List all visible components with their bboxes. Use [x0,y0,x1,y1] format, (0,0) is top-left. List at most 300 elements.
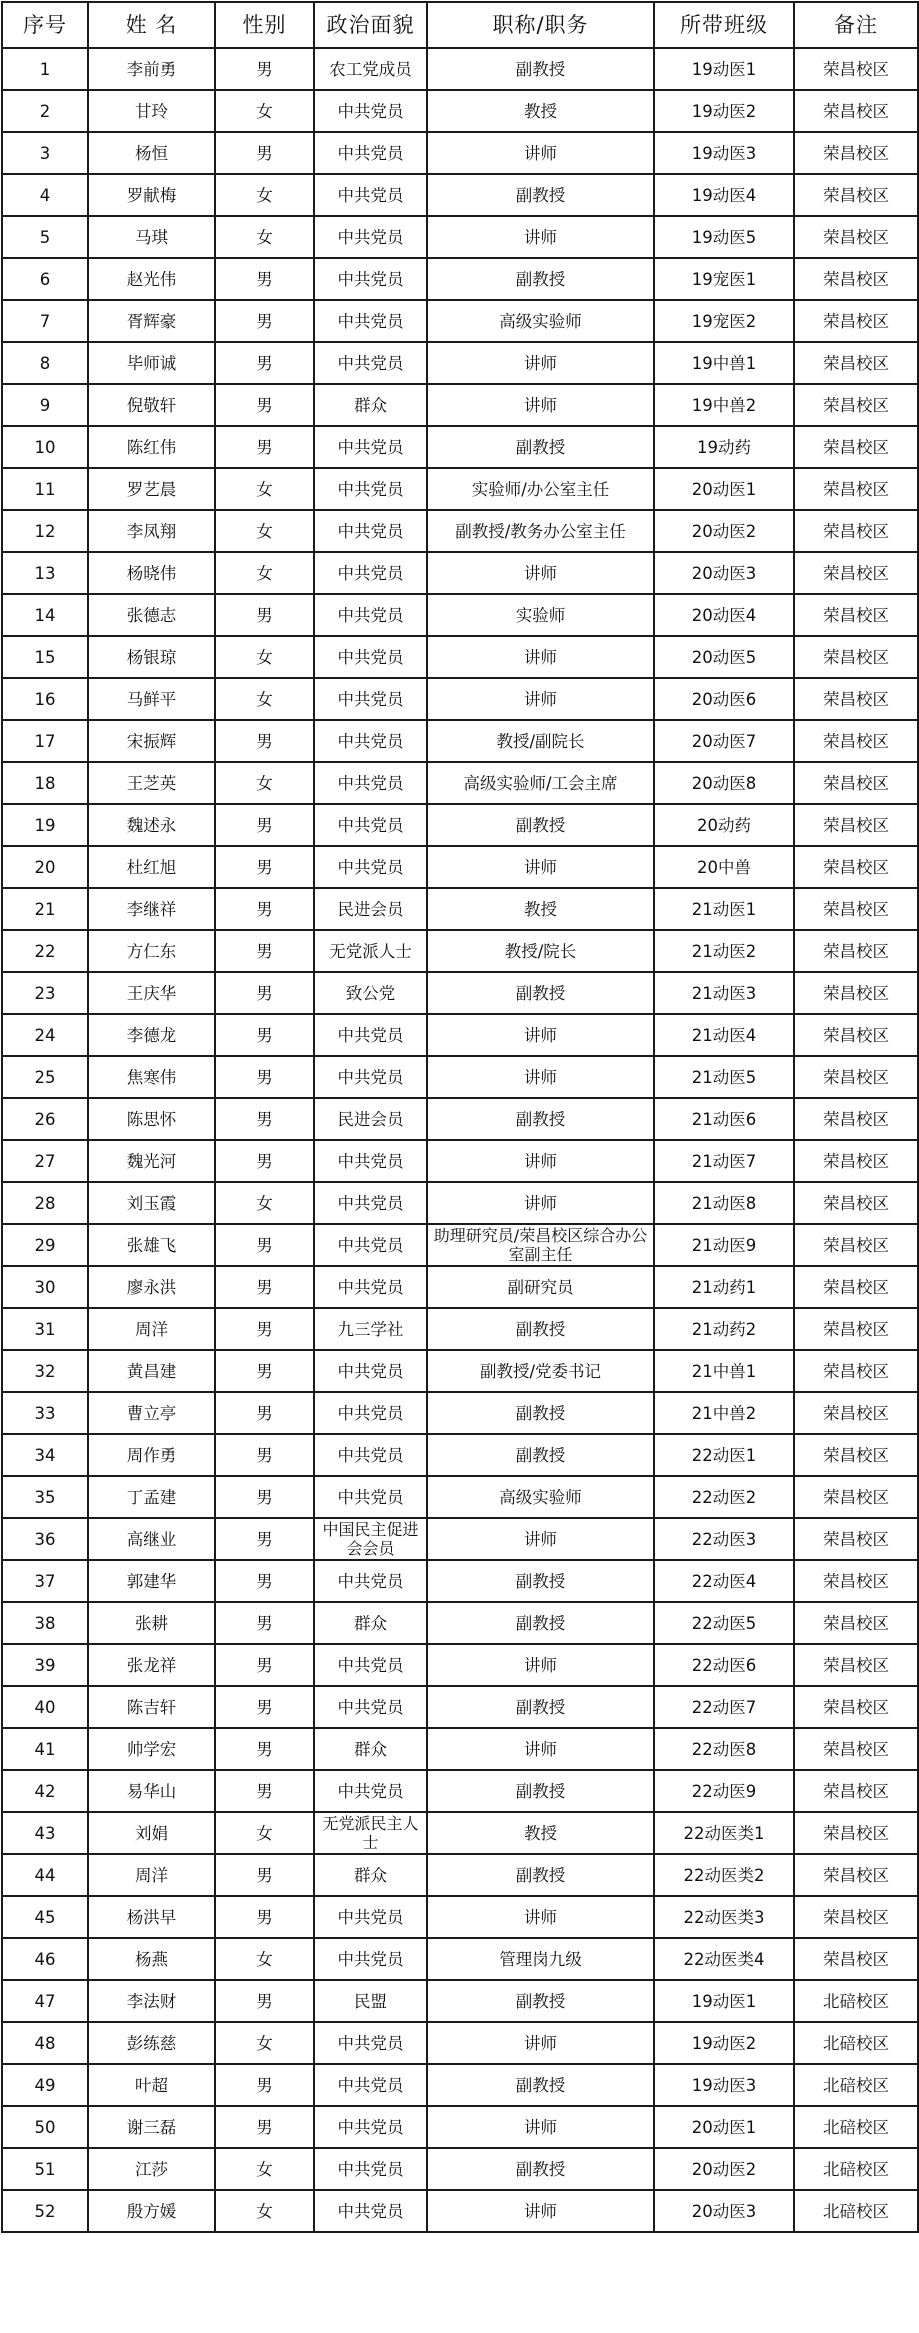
cell-political: 中共党员 [314,2106,427,2148]
cell-no: 27 [2,1140,88,1182]
table-row [2,90,918,132]
table-row [2,552,918,594]
table-row [2,342,918,384]
table-row [2,594,918,636]
cell-note: 荣昌校区 [794,48,918,90]
cell-title: 讲师 [427,1182,654,1224]
cell-sex: 男 [215,384,314,426]
cell-sex: 男 [215,300,314,342]
cell-title: 副教授 [427,1392,654,1434]
table-row [2,1938,918,1980]
cell-class: 22动医类3 [654,1896,794,1938]
cell-name: 帅学宏 [88,1728,215,1770]
header-class: 所带班级 [654,2,794,48]
table-row [2,636,918,678]
cell-sex: 女 [215,174,314,216]
cell-title: 高级实验师 [427,1476,654,1518]
table-row [2,1686,918,1728]
cell-sex: 男 [215,1560,314,1602]
cell-note: 荣昌校区 [794,132,918,174]
cell-note: 荣昌校区 [794,1686,918,1728]
cell-title: 讲师 [427,216,654,258]
cell-political: 中共党员 [314,1350,427,1392]
cell-note: 荣昌校区 [794,1266,918,1308]
cell-no: 13 [2,552,88,594]
cell-political: 中共党员 [314,2022,427,2064]
cell-sex: 女 [215,2022,314,2064]
cell-sex: 男 [215,1728,314,1770]
table-row [2,2064,918,2106]
cell-no: 41 [2,1728,88,1770]
cell-no: 40 [2,1686,88,1728]
cell-political: 中共党员 [314,300,427,342]
cell-sex: 男 [215,930,314,972]
cell-class: 21动医4 [654,1014,794,1056]
cell-political: 中共党员 [314,1560,427,1602]
cell-name: 王庆华 [88,972,215,1014]
cell-class: 19中兽2 [654,384,794,426]
cell-sex: 男 [215,972,314,1014]
cell-political: 中共党员 [314,678,427,720]
table-row [2,258,918,300]
cell-no: 45 [2,1896,88,1938]
table-row [2,1476,918,1518]
cell-title: 实验师 [427,594,654,636]
cell-no: 34 [2,1434,88,1476]
table-row [2,510,918,552]
cell-title: 副教授 [427,1980,654,2022]
cell-sex: 男 [215,804,314,846]
cell-political: 中共党员 [314,1266,427,1308]
cell-sex: 女 [215,2148,314,2190]
cell-name: 张龙祥 [88,1644,215,1686]
cell-sex: 女 [215,216,314,258]
cell-note: 荣昌校区 [794,1392,918,1434]
cell-sex: 男 [215,1434,314,1476]
table-row [2,888,918,930]
cell-political: 中共党员 [314,846,427,888]
cell-sex: 男 [215,1266,314,1308]
cell-name: 马琪 [88,216,215,258]
cell-note: 荣昌校区 [794,804,918,846]
cell-class: 19动药 [654,426,794,468]
cell-title: 管理岗九级 [427,1938,654,1980]
cell-name: 胥辉豪 [88,300,215,342]
cell-title: 讲师 [427,342,654,384]
cell-name: 罗艺晨 [88,468,215,510]
cell-no: 8 [2,342,88,384]
cell-note: 荣昌校区 [794,762,918,804]
cell-note: 荣昌校区 [794,1182,918,1224]
cell-note: 北碚校区 [794,2106,918,2148]
cell-no: 11 [2,468,88,510]
cell-name: 殷方媛 [88,2190,215,2232]
cell-sex: 男 [215,1014,314,1056]
cell-title: 讲师 [427,1140,654,1182]
cell-political: 中共党员 [314,804,427,846]
cell-political: 中共党员 [314,1476,427,1518]
cell-political: 群众 [314,1602,427,1644]
cell-note: 荣昌校区 [794,1140,918,1182]
cell-no: 42 [2,1770,88,1812]
table-row [2,384,918,426]
cell-no: 26 [2,1098,88,1140]
cell-political: 中共党员 [314,132,427,174]
cell-title: 副研究员 [427,1266,654,1308]
cell-sex: 男 [215,1140,314,1182]
cell-sex: 男 [215,720,314,762]
cell-political: 中共党员 [314,636,427,678]
table-row [2,1602,918,1644]
cell-title: 教授/副院长 [427,720,654,762]
cell-no: 29 [2,1224,88,1266]
cell-sex: 男 [215,1602,314,1644]
table-row [2,1518,918,1560]
header-political: 政治面貌 [314,2,427,48]
cell-name: 彭练慈 [88,2022,215,2064]
cell-class: 22动医类1 [654,1812,794,1854]
table-row [2,1224,918,1266]
table-row [2,846,918,888]
cell-sex: 女 [215,636,314,678]
header-title: 职称/职务 [427,2,654,48]
cell-political: 中共党员 [314,510,427,552]
cell-name: 方仁东 [88,930,215,972]
cell-title: 副教授 [427,1434,654,1476]
cell-title: 副教授 [427,426,654,468]
cell-no: 14 [2,594,88,636]
cell-title: 副教授/教务办公室主任 [427,510,654,552]
cell-sex: 男 [215,1644,314,1686]
table-row [2,1434,918,1476]
cell-title: 高级实验师/工会主席 [427,762,654,804]
cell-political: 中共党员 [314,258,427,300]
cell-political: 群众 [314,1728,427,1770]
cell-note: 荣昌校区 [794,552,918,594]
cell-sex: 男 [215,132,314,174]
table-row [2,1770,918,1812]
cell-class: 19中兽1 [654,342,794,384]
cell-no: 21 [2,888,88,930]
cell-class: 22动医3 [654,1518,794,1560]
cell-sex: 男 [215,48,314,90]
cell-name: 杨银琼 [88,636,215,678]
cell-political: 无党派民主人士 [314,1812,427,1854]
cell-title: 副教授/党委书记 [427,1350,654,1392]
table-row [2,804,918,846]
cell-title: 讲师 [427,552,654,594]
cell-name: 陈思怀 [88,1098,215,1140]
cell-class: 20动医6 [654,678,794,720]
cell-title: 副教授 [427,2148,654,2190]
cell-class: 20动医1 [654,2106,794,2148]
cell-no: 46 [2,1938,88,1980]
cell-no: 12 [2,510,88,552]
cell-sex: 女 [215,2190,314,2232]
cell-class: 21动医3 [654,972,794,1014]
cell-sex: 女 [215,1182,314,1224]
cell-note: 荣昌校区 [794,636,918,678]
cell-no: 47 [2,1980,88,2022]
cell-note: 荣昌校区 [794,846,918,888]
cell-no: 6 [2,258,88,300]
cell-title: 副教授 [427,1770,654,1812]
cell-class: 19动医2 [654,2022,794,2064]
table-row [2,174,918,216]
cell-note: 荣昌校区 [794,1518,918,1560]
cell-political: 农工党成员 [314,48,427,90]
cell-political: 中共党员 [314,426,427,468]
cell-note: 荣昌校区 [794,720,918,762]
cell-note: 北碚校区 [794,1980,918,2022]
cell-title: 副教授 [427,972,654,1014]
cell-name: 陈红伟 [88,426,215,468]
cell-note: 北碚校区 [794,2148,918,2190]
cell-title: 讲师 [427,2190,654,2232]
cell-political: 致公党 [314,972,427,1014]
cell-political: 中共党员 [314,1392,427,1434]
cell-class: 21中兽2 [654,1392,794,1434]
cell-no: 19 [2,804,88,846]
cell-title: 讲师 [427,678,654,720]
cell-note: 荣昌校区 [794,1602,918,1644]
cell-sex: 男 [215,888,314,930]
cell-name: 焦寒伟 [88,1056,215,1098]
cell-title: 讲师 [427,2106,654,2148]
cell-note: 荣昌校区 [794,1812,918,1854]
table-row [2,972,918,1014]
cell-note: 荣昌校区 [794,1224,918,1266]
cell-title: 教授 [427,90,654,132]
teacher-roster-table [1,1,919,2233]
header-no: 序号 [2,2,88,48]
header-name: 姓 名 [88,2,215,48]
cell-title: 讲师 [427,2022,654,2064]
cell-political: 中共党员 [314,468,427,510]
cell-class: 22动医5 [654,1602,794,1644]
table-row [2,1560,918,1602]
table-row [2,678,918,720]
cell-class: 22动医类4 [654,1938,794,1980]
cell-no: 43 [2,1812,88,1854]
cell-political: 中共党员 [314,90,427,132]
cell-political: 中共党员 [314,2148,427,2190]
cell-class: 19动医1 [654,1980,794,2022]
cell-note: 荣昌校区 [794,594,918,636]
cell-title: 副教授 [427,1098,654,1140]
cell-sex: 女 [215,552,314,594]
cell-name: 赵光伟 [88,258,215,300]
cell-title: 副教授 [427,258,654,300]
cell-name: 张耕 [88,1602,215,1644]
table-row [2,1644,918,1686]
cell-class: 22动医6 [654,1644,794,1686]
table-row [2,1014,918,1056]
cell-political: 中共党员 [314,1770,427,1812]
cell-class: 20动医4 [654,594,794,636]
cell-class: 20动医8 [654,762,794,804]
cell-name: 罗献梅 [88,174,215,216]
cell-no: 32 [2,1350,88,1392]
table-row [2,1350,918,1392]
cell-political: 中共党员 [314,1014,427,1056]
cell-sex: 男 [215,342,314,384]
cell-title: 副教授 [427,48,654,90]
cell-sex: 男 [215,2106,314,2148]
cell-no: 51 [2,2148,88,2190]
cell-class: 19动医3 [654,132,794,174]
cell-note: 荣昌校区 [794,342,918,384]
cell-class: 22动医4 [654,1560,794,1602]
cell-no: 38 [2,1602,88,1644]
cell-name: 黄昌建 [88,1350,215,1392]
cell-class: 21动医5 [654,1056,794,1098]
cell-no: 16 [2,678,88,720]
cell-no: 1 [2,48,88,90]
cell-sex: 男 [215,1854,314,1896]
cell-name: 杨晓伟 [88,552,215,594]
cell-note: 荣昌校区 [794,1896,918,1938]
cell-name: 周作勇 [88,1434,215,1476]
cell-note: 荣昌校区 [794,510,918,552]
cell-class: 21动药2 [654,1308,794,1350]
cell-sex: 男 [215,1392,314,1434]
cell-class: 20动医7 [654,720,794,762]
cell-name: 张雄飞 [88,1224,215,1266]
cell-no: 49 [2,2064,88,2106]
cell-name: 高继业 [88,1518,215,1560]
cell-class: 21动医7 [654,1140,794,1182]
header-note: 备注 [794,2,918,48]
cell-name: 刘玉霞 [88,1182,215,1224]
cell-sex: 男 [215,1518,314,1560]
cell-no: 28 [2,1182,88,1224]
cell-note: 荣昌校区 [794,426,918,468]
cell-note: 荣昌校区 [794,1014,918,1056]
cell-name: 王芝英 [88,762,215,804]
cell-class: 22动医7 [654,1686,794,1728]
table-row [2,1056,918,1098]
cell-political: 中共党员 [314,1056,427,1098]
cell-title: 副教授 [427,174,654,216]
cell-note: 北碚校区 [794,2022,918,2064]
cell-name: 周洋 [88,1854,215,1896]
cell-name: 廖永洪 [88,1266,215,1308]
cell-note: 荣昌校区 [794,216,918,258]
cell-sex: 女 [215,678,314,720]
table-row [2,300,918,342]
cell-name: 杨燕 [88,1938,215,1980]
cell-political: 中共党员 [314,1938,427,1980]
cell-name: 周洋 [88,1308,215,1350]
cell-note: 荣昌校区 [794,174,918,216]
cell-name: 李法财 [88,1980,215,2022]
cell-sex: 男 [215,258,314,300]
table-row [2,468,918,510]
table-row [2,2022,918,2064]
cell-political: 中共党员 [314,720,427,762]
table-row [2,1266,918,1308]
cell-no: 33 [2,1392,88,1434]
header-sex: 性别 [215,2,314,48]
cell-name: 丁孟建 [88,1476,215,1518]
cell-no: 7 [2,300,88,342]
cell-political: 九三学社 [314,1308,427,1350]
cell-sex: 男 [215,1476,314,1518]
cell-political: 无党派人士 [314,930,427,972]
cell-political: 中共党员 [314,1434,427,1476]
cell-political: 中共党员 [314,552,427,594]
cell-class: 19宠医2 [654,300,794,342]
cell-note: 荣昌校区 [794,888,918,930]
table-row [2,48,918,90]
table-row [2,2106,918,2148]
cell-no: 4 [2,174,88,216]
cell-title: 讲师 [427,1644,654,1686]
cell-no: 36 [2,1518,88,1560]
cell-no: 3 [2,132,88,174]
cell-note: 荣昌校区 [794,468,918,510]
table-row [2,762,918,804]
cell-no: 23 [2,972,88,1014]
table-row [2,1098,918,1140]
cell-class: 19动医1 [654,48,794,90]
table-row [2,2148,918,2190]
cell-no: 31 [2,1308,88,1350]
cell-political: 中共党员 [314,1644,427,1686]
cell-class: 19动医2 [654,90,794,132]
cell-class: 21动药1 [654,1266,794,1308]
cell-sex: 男 [215,1308,314,1350]
cell-note: 荣昌校区 [794,1560,918,1602]
cell-title: 教授/院长 [427,930,654,972]
cell-no: 22 [2,930,88,972]
cell-political: 中共党员 [314,594,427,636]
cell-sex: 女 [215,468,314,510]
cell-political: 群众 [314,384,427,426]
cell-no: 5 [2,216,88,258]
cell-name: 曹立亭 [88,1392,215,1434]
cell-class: 22动医类2 [654,1854,794,1896]
cell-title: 讲师 [427,132,654,174]
cell-sex: 女 [215,1938,314,1980]
cell-political: 中共党员 [314,1224,427,1266]
cell-no: 24 [2,1014,88,1056]
cell-title: 教授 [427,888,654,930]
cell-note: 荣昌校区 [794,258,918,300]
header-row [2,2,918,48]
cell-class: 22动医2 [654,1476,794,1518]
cell-sex: 男 [215,1896,314,1938]
cell-class: 20动医2 [654,2148,794,2190]
cell-title: 讲师 [427,846,654,888]
cell-class: 21动医1 [654,888,794,930]
cell-sex: 男 [215,1686,314,1728]
cell-title: 讲师 [427,1014,654,1056]
cell-name: 谢三磊 [88,2106,215,2148]
cell-name: 毕师诚 [88,342,215,384]
table-header [2,2,918,48]
cell-title: 讲师 [427,1728,654,1770]
cell-sex: 女 [215,762,314,804]
table-row [2,426,918,468]
cell-no: 30 [2,1266,88,1308]
cell-sex: 女 [215,90,314,132]
cell-title: 实验师/办公室主任 [427,468,654,510]
cell-name: 马鲜平 [88,678,215,720]
cell-sex: 男 [215,1224,314,1266]
table-row [2,1308,918,1350]
